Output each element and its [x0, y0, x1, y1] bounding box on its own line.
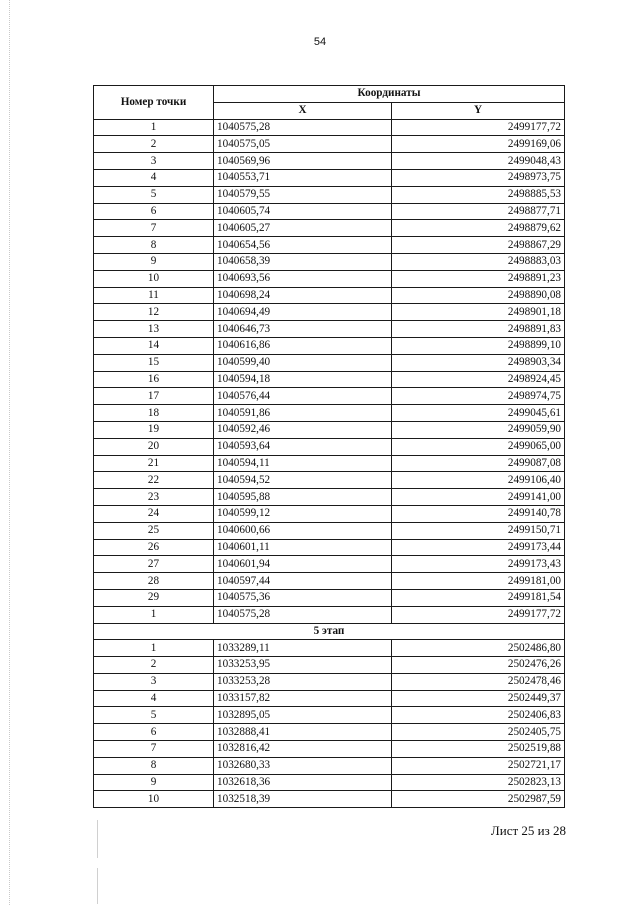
table-row: [94, 203, 565, 220]
y-coordinate-cell: 2498885,53: [392, 186, 565, 203]
y-coordinate-cell: 2498973,75: [392, 169, 565, 186]
x-coordinate-cell: 1033253,28: [214, 673, 392, 690]
y-coordinate-cell: 2499169,06: [392, 136, 565, 153]
y-coordinate-cell: 2499181,00: [392, 573, 565, 590]
x-coordinate-cell: 1040575,36: [214, 589, 392, 606]
table-row: [94, 405, 565, 422]
x-coordinate-cell: 1040595,88: [214, 489, 392, 506]
point-number-cell: 25: [94, 522, 214, 539]
point-number-cell: 26: [94, 539, 214, 556]
y-coordinate-cell: 2502405,75: [392, 724, 565, 741]
table-row: [94, 270, 565, 287]
stage-label: 5 этап: [94, 623, 565, 640]
point-number-cell: 10: [94, 791, 214, 808]
point-number-cell: 10: [94, 270, 214, 287]
y-coordinate-cell: 2499065,00: [392, 438, 565, 455]
y-coordinate-cell: 2499181,54: [392, 589, 565, 606]
y-coordinate-cell: 2499048,43: [392, 153, 565, 170]
point-number-cell: 8: [94, 757, 214, 774]
table-row: [94, 673, 565, 690]
point-number-cell: 9: [94, 774, 214, 791]
y-coordinate-cell: 2499177,72: [392, 119, 565, 136]
table-row: [94, 287, 565, 304]
point-number-cell: 6: [94, 203, 214, 220]
x-coordinate-cell: 1040579,55: [214, 186, 392, 203]
y-coordinate-cell: 2498867,29: [392, 237, 565, 254]
x-coordinate-cell: 1032680,33: [214, 757, 392, 774]
y-coordinate-cell: 2502519,88: [392, 741, 565, 758]
y-coordinate-cell: 2498891,83: [392, 321, 565, 338]
table-row: [94, 690, 565, 707]
y-coordinate-cell: 2502449,37: [392, 690, 565, 707]
x-coordinate-cell: 1032895,05: [214, 707, 392, 724]
table-row: [94, 640, 565, 657]
table-row: [94, 589, 565, 606]
x-coordinate-cell: 1040698,24: [214, 287, 392, 304]
x-coordinate-cell: 1040601,11: [214, 539, 392, 556]
x-coordinate-cell: 1040575,28: [214, 119, 392, 136]
table-row: [94, 606, 565, 623]
table-body-part2: [94, 640, 565, 808]
table-row: [94, 337, 565, 354]
point-number-cell: 24: [94, 505, 214, 522]
table-row: [94, 119, 565, 136]
point-number-cell: 16: [94, 371, 214, 388]
x-coordinate-cell: 1040605,27: [214, 220, 392, 237]
x-coordinate-cell: 1040593,64: [214, 438, 392, 455]
page-number: 54: [313, 36, 327, 48]
point-number-cell: 18: [94, 405, 214, 422]
table-row: [94, 505, 565, 522]
table-row: [94, 136, 565, 153]
x-coordinate-cell: 1040597,44: [214, 573, 392, 590]
table-row: [94, 489, 565, 506]
x-coordinate-cell: 1040601,94: [214, 556, 392, 573]
x-coordinate-cell: 1040654,56: [214, 237, 392, 254]
table-row: [94, 657, 565, 674]
point-number-cell: 3: [94, 153, 214, 170]
table-row: [94, 774, 565, 791]
point-number-cell: 17: [94, 388, 214, 405]
x-coordinate-cell: 1033289,11: [214, 640, 392, 657]
table-row: [94, 522, 565, 539]
point-number-cell: 11: [94, 287, 214, 304]
point-number-cell: 21: [94, 455, 214, 472]
point-number-cell: 28: [94, 573, 214, 590]
table-row: [94, 539, 565, 556]
point-number-cell: 4: [94, 690, 214, 707]
x-coordinate-cell: 1040646,73: [214, 321, 392, 338]
y-coordinate-cell: 2499045,61: [392, 405, 565, 422]
x-coordinate-cell: 1040694,49: [214, 304, 392, 321]
point-number-cell: 14: [94, 337, 214, 354]
x-coordinate-cell: 1040575,28: [214, 606, 392, 623]
x-coordinate-cell: 1040693,56: [214, 270, 392, 287]
y-coordinate-cell: 2502486,80: [392, 640, 565, 657]
y-coordinate-cell: 2499140,78: [392, 505, 565, 522]
x-coordinate-cell: 1040553,71: [214, 169, 392, 186]
table-row: [94, 153, 565, 170]
point-number-cell: 2: [94, 657, 214, 674]
point-number-cell: 2: [94, 136, 214, 153]
y-coordinate-cell: 2498879,62: [392, 220, 565, 237]
y-coordinate-cell: 2502476,26: [392, 657, 565, 674]
table-row: [94, 220, 565, 237]
x-coordinate-cell: 1032816,42: [214, 741, 392, 758]
x-coordinate-cell: 1040599,40: [214, 354, 392, 371]
point-number-cell: 1: [94, 606, 214, 623]
table-row: [94, 304, 565, 321]
table-body-part1: [94, 119, 565, 623]
x-coordinate-cell: 1040594,11: [214, 455, 392, 472]
x-coordinate-cell: 1033157,82: [214, 690, 392, 707]
x-coordinate-cell: 1040594,52: [214, 472, 392, 489]
table-row: [94, 757, 565, 774]
table-row: [94, 169, 565, 186]
point-number-cell: 5: [94, 707, 214, 724]
point-number-cell: 23: [94, 489, 214, 506]
point-number-cell: 1: [94, 119, 214, 136]
y-coordinate-cell: 2499173,43: [392, 556, 565, 573]
x-coordinate-cell: 1040591,86: [214, 405, 392, 422]
y-coordinate-cell: 2498890,08: [392, 287, 565, 304]
point-number-cell: 5: [94, 186, 214, 203]
table-row: [94, 724, 565, 741]
x-coordinate-cell: 1033253,95: [214, 657, 392, 674]
table-row: [94, 455, 565, 472]
table-row: [94, 791, 565, 808]
header-y: Y: [392, 102, 565, 119]
x-coordinate-cell: 1040599,12: [214, 505, 392, 522]
y-coordinate-cell: 2498899,10: [392, 337, 565, 354]
table-row: [94, 573, 565, 590]
header-coordinates: Координаты: [214, 86, 565, 103]
header-point-number: Номер точки: [94, 86, 214, 120]
point-number-cell: 15: [94, 354, 214, 371]
y-coordinate-cell: 2502478,46: [392, 673, 565, 690]
point-number-cell: 20: [94, 438, 214, 455]
table-row: [94, 388, 565, 405]
y-coordinate-cell: 2499059,90: [392, 421, 565, 438]
point-number-cell: 7: [94, 741, 214, 758]
point-number-cell: 19: [94, 421, 214, 438]
table-row: [94, 438, 565, 455]
y-coordinate-cell: 2498891,23: [392, 270, 565, 287]
table-row: [94, 321, 565, 338]
point-number-cell: 27: [94, 556, 214, 573]
x-coordinate-cell: 1040576,44: [214, 388, 392, 405]
table-row: [94, 186, 565, 203]
y-coordinate-cell: 2502406,83: [392, 707, 565, 724]
y-coordinate-cell: 2499173,44: [392, 539, 565, 556]
y-coordinate-cell: 2502823,13: [392, 774, 565, 791]
x-coordinate-cell: 1040594,18: [214, 371, 392, 388]
y-coordinate-cell: 2498924,45: [392, 371, 565, 388]
y-coordinate-cell: 2498901,18: [392, 304, 565, 321]
stage-row: [94, 623, 565, 640]
table-row: [94, 421, 565, 438]
x-coordinate-cell: 1032518,39: [214, 791, 392, 808]
y-coordinate-cell: 2499087,08: [392, 455, 565, 472]
y-coordinate-cell: 2498903,34: [392, 354, 565, 371]
table-row: [94, 472, 565, 489]
table-row: [94, 741, 565, 758]
point-number-cell: 9: [94, 253, 214, 270]
y-coordinate-cell: 2498877,71: [392, 203, 565, 220]
y-coordinate-cell: 2502987,59: [392, 791, 565, 808]
point-number-cell: 3: [94, 673, 214, 690]
y-coordinate-cell: 2499106,40: [392, 472, 565, 489]
point-number-cell: 29: [94, 589, 214, 606]
x-coordinate-cell: 1040569,96: [214, 153, 392, 170]
scan-margin-mark: [97, 868, 98, 904]
table-row: [94, 371, 565, 388]
x-coordinate-cell: 1040600,66: [214, 522, 392, 539]
x-coordinate-cell: 1040658,39: [214, 253, 392, 270]
y-coordinate-cell: 2498883,03: [392, 253, 565, 270]
y-coordinate-cell: 2502721,17: [392, 757, 565, 774]
scan-margin-line: [9, 0, 10, 905]
y-coordinate-cell: 2499150,71: [392, 522, 565, 539]
point-number-cell: 1: [94, 640, 214, 657]
coordinates-table: [93, 85, 565, 808]
x-coordinate-cell: 1040605,74: [214, 203, 392, 220]
stage-section: [94, 623, 565, 640]
point-number-cell: 8: [94, 237, 214, 254]
table-row: [94, 354, 565, 371]
point-number-cell: 22: [94, 472, 214, 489]
point-number-cell: 7: [94, 220, 214, 237]
y-coordinate-cell: 2498974,75: [392, 388, 565, 405]
x-coordinate-cell: 1032618,36: [214, 774, 392, 791]
table-row: [94, 237, 565, 254]
point-number-cell: 13: [94, 321, 214, 338]
scan-margin-mark: [97, 820, 98, 858]
x-coordinate-cell: 1040575,05: [214, 136, 392, 153]
header-x: X: [214, 102, 392, 119]
y-coordinate-cell: 2499177,72: [392, 606, 565, 623]
table-row: [94, 253, 565, 270]
x-coordinate-cell: 1040616,86: [214, 337, 392, 354]
point-number-cell: 6: [94, 724, 214, 741]
x-coordinate-cell: 1032888,41: [214, 724, 392, 741]
table-row: [94, 556, 565, 573]
x-coordinate-cell: 1040592,46: [214, 421, 392, 438]
sheet-footer: Лист 25 из 28: [490, 823, 566, 838]
point-number-cell: 12: [94, 304, 214, 321]
y-coordinate-cell: 2499141,00: [392, 489, 565, 506]
table-row: [94, 707, 565, 724]
point-number-cell: 4: [94, 169, 214, 186]
